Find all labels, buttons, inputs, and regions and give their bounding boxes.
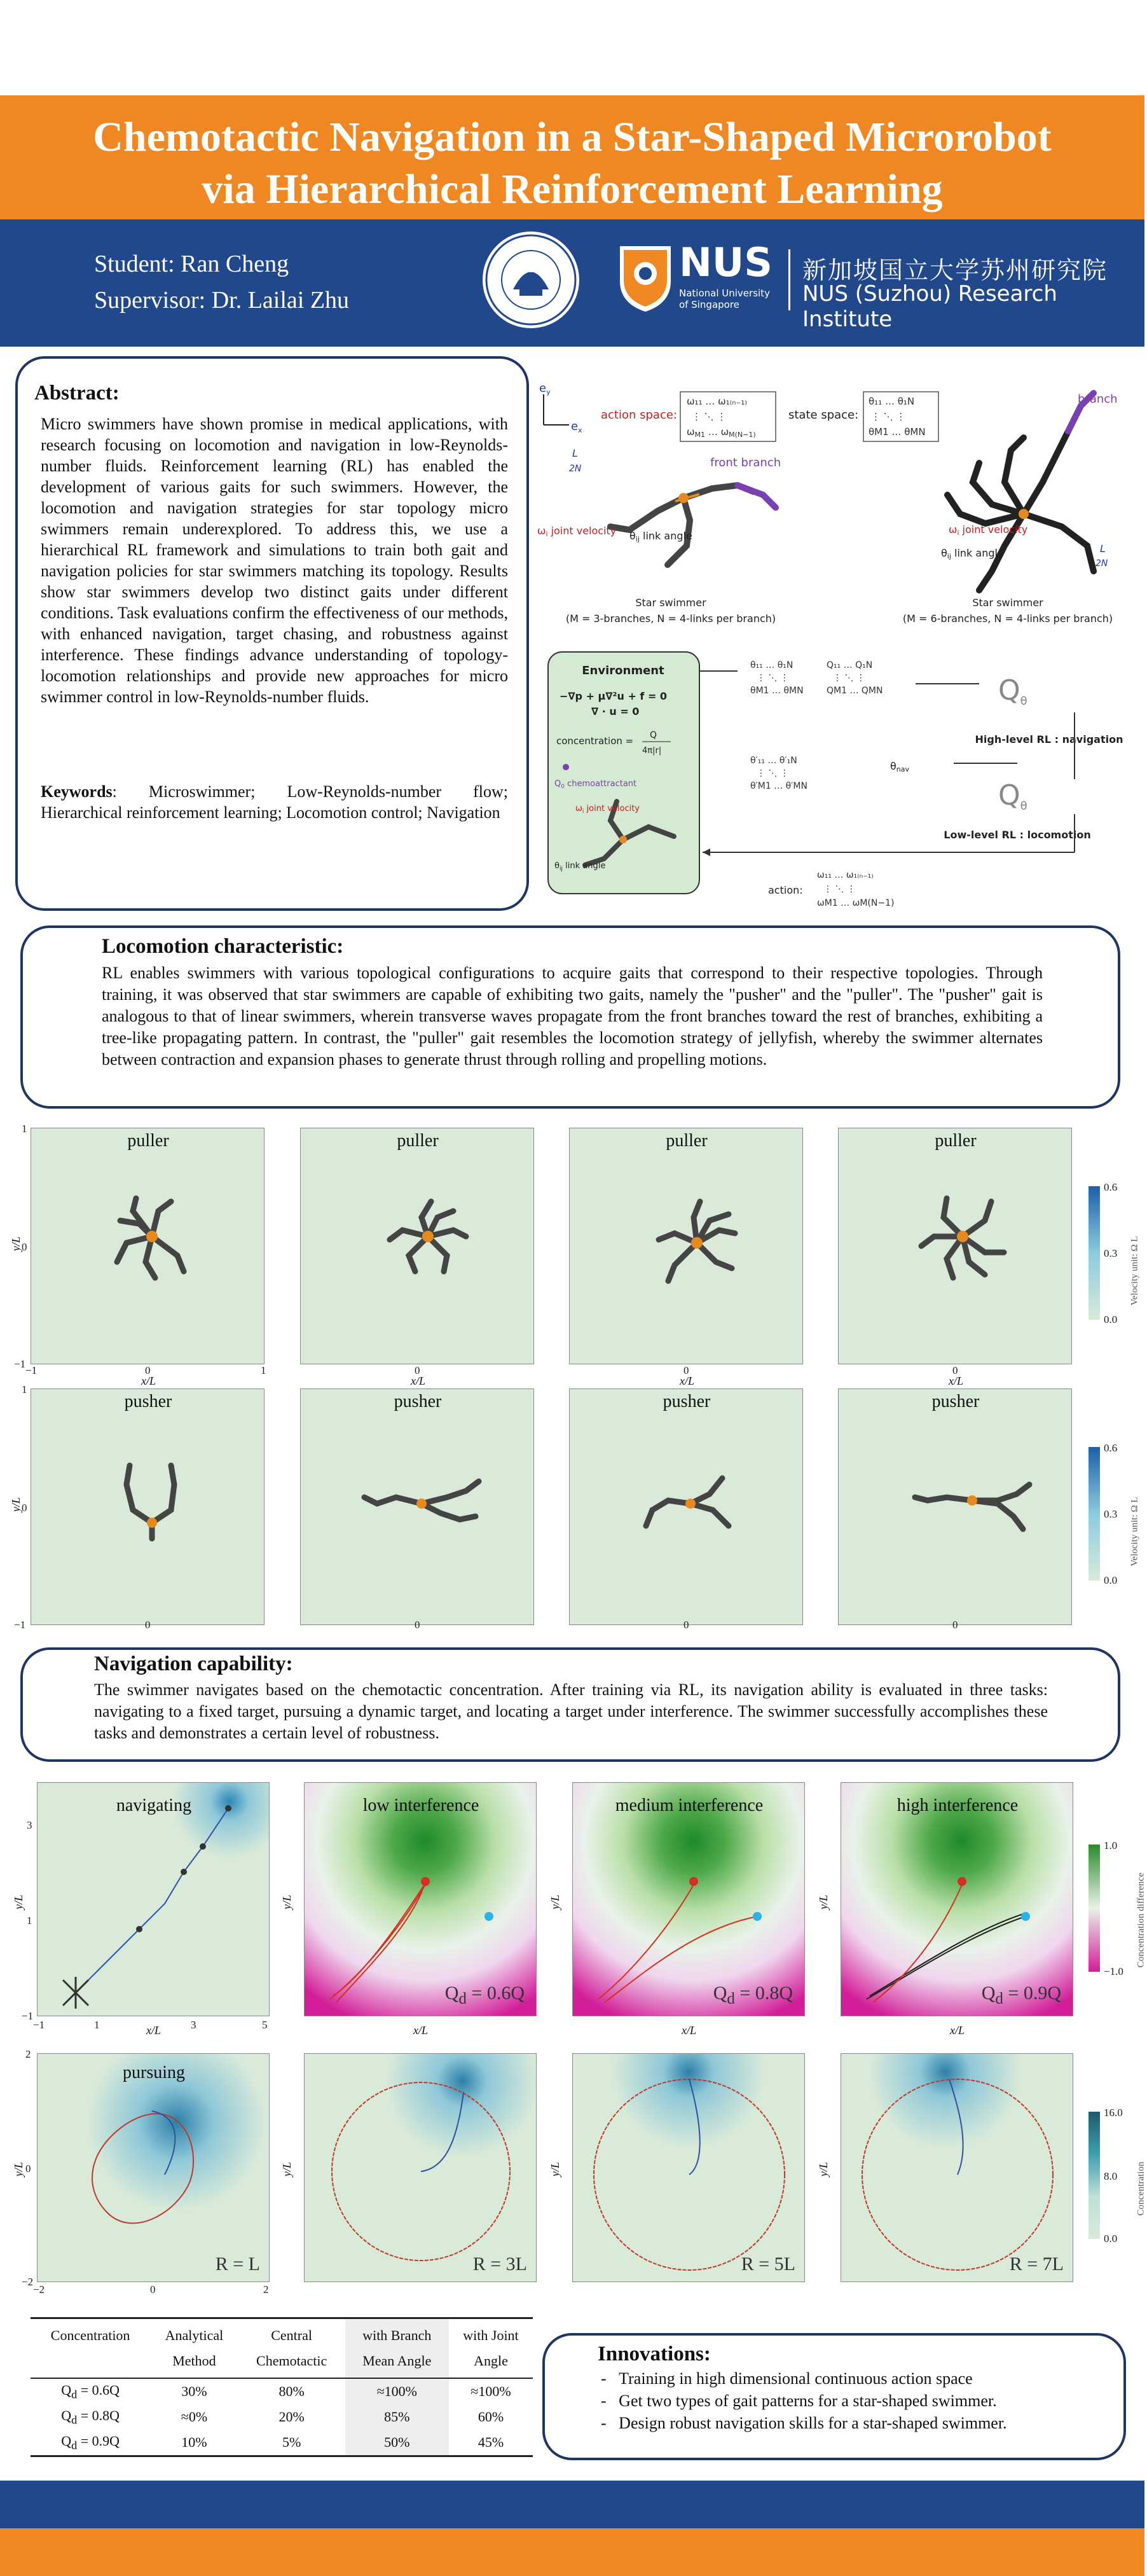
high-level-q-network: Qθ	[998, 674, 1027, 708]
colorbar-tick: 0.0	[1104, 2233, 1118, 2245]
gait-panel-pusher-2	[300, 1388, 534, 1625]
gait-panel-puller-2	[300, 1128, 534, 1364]
env-link-angle-label: $\theta_{ij}$ link angle	[554, 861, 606, 872]
y-tick: 0	[25, 2163, 31, 2175]
x-tick: 0	[952, 1619, 958, 1631]
gait-panel-puller-4	[838, 1128, 1072, 1364]
y-tick: 0	[22, 1502, 27, 1514]
low-level-q-network: Qθ	[998, 779, 1027, 813]
link-length-label-right: L	[1100, 543, 1106, 555]
table-header-row	[31, 2318, 533, 2349]
x-tick: 0	[150, 2283, 156, 2296]
nus-subtitle-line-2: of Singapore	[679, 299, 739, 310]
nav-panel-medium-interference	[572, 1782, 805, 2016]
gait-panel-pusher-3	[569, 1388, 803, 1625]
panel-title: pusher	[124, 1392, 172, 1411]
svg-text:Q: Q	[650, 730, 657, 740]
panel-title: puller	[935, 1131, 977, 1151]
svg-text:QM1 … QMN: QM1 … QMN	[827, 686, 883, 696]
colorbar-label: Velocity unit: Ω L	[1129, 1497, 1140, 1567]
y-axis-label: y/L	[549, 1894, 562, 1910]
trajectory-figure	[38, 2054, 270, 2283]
radius-label: R = 3L	[472, 2254, 527, 2275]
x-tick: 2	[263, 2283, 269, 2296]
action-label: action:	[768, 884, 803, 896]
supervisor-name: Supervisor: Dr. Lailai Zhu	[94, 287, 350, 314]
trajectory-figure	[573, 1783, 806, 2017]
y-tick: −1	[22, 2010, 34, 2022]
x-axis-label: x/L	[682, 2024, 697, 2037]
keywords-label: Keywords	[41, 782, 113, 801]
low-level-label: Low-level RL : locomotion	[944, 829, 1091, 841]
svg-text:⋮ ⋱ ⋮: ⋮ ⋱ ⋮	[823, 884, 856, 894]
results-table	[31, 2317, 533, 2457]
concentration-colorbar	[1089, 2112, 1100, 2239]
svg-text:θM1 … θMN: θM1 … θMN	[869, 426, 926, 438]
theta-nav-label: θnav	[890, 760, 910, 773]
environment-box	[548, 652, 699, 894]
colorbar-tick: 1.0	[1104, 1839, 1118, 1852]
svg-text:ω₁₁ … ω₁₍ₙ₋₁₎: ω₁₁ … ω₁₍ₙ₋₁₎	[687, 396, 747, 407]
poster-title	[0, 111, 1144, 216]
table-cell: ≈0%	[181, 2409, 208, 2425]
joint-velocity-label-left: ωi joint velocity	[537, 525, 617, 538]
locomotion-title: Locomotion characteristic:	[102, 935, 344, 958]
x-tick: 0	[145, 1619, 151, 1631]
joint-velocity-label-right: ωi joint velocity	[949, 523, 1028, 537]
gait-panel-pusher-4	[838, 1388, 1072, 1625]
svg-text:⋮ ⋱ ⋮: ⋮ ⋱ ⋮	[757, 768, 789, 779]
table-cell: 50%	[345, 2430, 449, 2456]
panel-title: puller	[397, 1131, 439, 1151]
swimmer-figure	[358, 1472, 485, 1535]
y-axis-label: y/L	[817, 1894, 830, 1910]
colorbar-tick: 0.0	[1104, 1574, 1118, 1586]
table-header: Mean Angle	[345, 2348, 449, 2378]
navigation-text: The swimmer navigates based on the chemotactic concentration. After training via RL, its navigation ability is evaluated in three tasks: navigating to a fixed target, pursuing a dynamic target, and locating a target under interference. The swimmer successfully accomplishes these tasks and demonstrates a certain level of robustness.	[94, 1680, 1048, 1742]
caption-left: (M = 3-branches, N = 4-links per branch)	[565, 613, 776, 625]
panel-title: pusher	[394, 1392, 442, 1411]
table-header: with Joint	[449, 2318, 533, 2349]
title-line-2: via Hierarchical Reinforcement Learning	[202, 166, 943, 212]
colorbar-tick: 0.6	[1104, 1442, 1118, 1454]
x-tick: 0	[415, 1364, 420, 1376]
x-tick: 1	[94, 2019, 100, 2031]
svg-text:⋮ ⋱ ⋮: ⋮ ⋱ ⋮	[692, 411, 727, 422]
footer-band-blue	[0, 2481, 1144, 2528]
link-angle-label-right: θij link angle	[941, 547, 1004, 560]
colorbar-tick: 0.0	[1104, 1313, 1118, 1326]
innovation-item: - Get two types of gait patterns for a star-shaped swimmer.	[601, 2392, 997, 2410]
y-axis-label: y/L	[817, 2161, 830, 2177]
swimmer-figure	[114, 1459, 190, 1542]
svg-text:Q₁₁ … Q₁N: Q₁₁ … Q₁N	[827, 660, 873, 670]
table-cell: 45%	[449, 2430, 533, 2456]
nus-suzhou-english-name: NUS (Suzhou) Research Institute	[802, 281, 1057, 332]
svg-text:2N: 2N	[569, 464, 582, 474]
colorbar-tick: −1.0	[1104, 1965, 1123, 1977]
star-swimmer-6-branch	[947, 393, 1094, 590]
y-tick: 3	[27, 1819, 32, 1831]
table-cell: 10%	[150, 2430, 238, 2456]
bjtu-seal-logo	[480, 229, 582, 331]
table-row	[31, 2430, 533, 2456]
swimmer-figure	[649, 1195, 745, 1291]
nav-panel-navigating	[37, 1782, 270, 2016]
x-tick: 1	[261, 1364, 266, 1376]
star-swimmer-label-right: Star swimmer	[972, 597, 1043, 609]
qd-label: $Q_d = 0.6Q$	[444, 1983, 525, 2007]
x-axis-label: x/L	[950, 2024, 965, 2037]
svg-text:4π|r|: 4π|r|	[642, 746, 662, 756]
x-tick: 0	[683, 1619, 689, 1631]
y-axis-label: y/L	[549, 2161, 562, 2177]
y-tick: 1	[22, 1383, 27, 1395]
continuity-eq: ∇ · u = 0	[591, 705, 640, 717]
table-header-row	[31, 2348, 533, 2378]
hierarchical-rl-diagram	[547, 649, 1125, 922]
y-axis-label: y/L	[12, 1894, 25, 1910]
trajectory-figure	[38, 1783, 270, 2017]
swimmer-figure	[915, 1189, 1010, 1284]
table-cell-label: $Q_d = 0.6Q$	[61, 2381, 120, 2401]
trajectory-figure	[305, 2054, 537, 2283]
x-tick: 5	[262, 2019, 268, 2031]
swimmer-figure	[383, 1192, 472, 1281]
svg-text:ωM1 … ωM(N−1): $\omega_{M1}$ … $\omega_{M(N-1)}$	[687, 426, 756, 439]
x-tick: 0	[145, 1364, 151, 1376]
navigation-panels	[0, 1775, 1144, 2296]
colorbar-tick: 0.6	[1104, 1181, 1118, 1193]
velocity-colorbar-2	[1089, 1447, 1100, 1581]
nav-panel-pursuing-r5	[572, 2053, 805, 2282]
nus-subtitle	[679, 287, 770, 310]
x-axis-label: x/L	[146, 2024, 161, 2037]
table-row	[31, 2378, 533, 2404]
nus-subtitle-line-1: National University	[679, 287, 770, 299]
radius-label: R = 5L	[741, 2254, 795, 2275]
concentration-difference-colorbar	[1089, 1845, 1100, 1972]
svg-text:ω₁₁ … ω₁₍ₙ₋₁₎: ω₁₁ … ω₁₍ₙ₋₁₎	[817, 870, 874, 880]
link-angle-label-left: θij link angle	[629, 530, 692, 543]
gait-panels	[0, 1123, 1144, 1631]
colorbar-label: Concentration	[1136, 2161, 1146, 2216]
table-cell: ≈100%	[345, 2378, 449, 2404]
y-axis-label: y/L	[10, 1497, 23, 1513]
y-axis-label: y/L	[280, 2161, 294, 2177]
high-level-label: High-level RL : navigation	[975, 733, 1123, 745]
svg-text:θM1 … θMN: θM1 … θMN	[750, 686, 804, 696]
y-tick: −1	[14, 1358, 26, 1370]
panel-title: pursuing	[123, 2063, 185, 2082]
trajectory-figure	[841, 1783, 1074, 2017]
panel-title: navigating	[116, 1796, 192, 1815]
panel-title: pusher	[663, 1392, 711, 1411]
panel-title: low interference	[362, 1796, 479, 1815]
nav-panel-high-interference	[841, 1782, 1073, 2016]
y-tick: 1	[27, 1915, 32, 1927]
star-swimmer-diagram	[534, 368, 1125, 641]
table-header: Analytical	[150, 2318, 238, 2349]
table-cell: 85%	[345, 2404, 449, 2430]
x-axis-label: x/L	[413, 2024, 429, 2037]
table-cell: 5%	[238, 2430, 345, 2456]
innovation-item: - Design robust navigation skills for a star-shaped swimmer.	[601, 2414, 1007, 2432]
locomotion-text: RL enables swimmers with various topological configurations to acquire gaits that correspond to their respective topologies. Through training, it was observed that star swimmers are capable of exhibiting two gaits, namely the "pusher" and the "puller". The "pusher" gait is analogous to that of linear swimmers, wherein transverse waves propagate from the front branches toward the rest of branches, exhibiting a tree-like propagating pattern. In contrast, the "puller" gait resembles the locomotion strategy of jellyfish, whereby the swimmer alternates between contraction and expansion phases to generate thrust through rolling and propelling motions.	[102, 964, 1043, 1069]
velocity-colorbar-1	[1089, 1186, 1100, 1320]
x-tick: −2	[33, 2283, 45, 2296]
navigation-title: Navigation capability:	[94, 1652, 293, 1675]
gait-panel-puller-1	[31, 1128, 264, 1364]
table-cell-label: $Q_d = 0.9Q$	[31, 2430, 150, 2456]
caption-right: (M = 6-branches, N = 4-links per branch)	[902, 613, 1113, 625]
ey-label: $e_y$	[539, 382, 551, 396]
panel-title: medium interference	[615, 1796, 764, 1815]
abstract-title: Abstract:	[34, 382, 120, 405]
colorbar-tick: 0.3	[1104, 1508, 1118, 1520]
svg-text:2N: 2N	[1095, 558, 1108, 569]
innovation-item: - Training in high dimensional continuous action space	[601, 2369, 973, 2388]
panel-title: pusher	[931, 1392, 980, 1411]
panel-title: high interference	[896, 1796, 1019, 1815]
keywords	[41, 781, 508, 823]
panel-title: puller	[127, 1131, 169, 1151]
gait-panel-puller-3	[569, 1128, 803, 1364]
y-axis-label: y/L	[280, 1894, 294, 1910]
table-header: Central	[238, 2318, 345, 2349]
svg-text:⋮ ⋱ ⋮: ⋮ ⋱ ⋮	[833, 673, 865, 683]
nav-panel-low-interference	[304, 1782, 537, 2016]
table-row	[31, 2404, 533, 2430]
x-tick: 0	[683, 1364, 689, 1376]
y-tick: 2	[25, 2048, 31, 2060]
stokes-eq: −∇p + μ∇²u + f = 0	[560, 690, 668, 702]
colorbar-tick: 0.3	[1104, 1247, 1118, 1259]
x-tick: −1	[25, 1364, 38, 1376]
abstract-text: Micro swimmers have shown promise in medical applications, with research focusing on locomotion and navigation in low-Reynolds-number fluids. Reinforcement learning (RL) has enabled the development of various gaits for such swimmers. However, the locomotion and navigation strategies for star topology micro swimmers remain underexplored. To address this, we use a hierarchical RL framework and simulations to train both gait and navigation policies for star swimmers matching its topology. Results show star swimmers develop two distinct gaits under different conditions. Task evaluations confirm the effectiveness of our methods, with enhanced navigation, target chasing, and robustness against interference. These findings advance understanding of topology-locomotion relationships and provide new approaches for micro swimmer control in low-Reynolds-number fluids.	[41, 415, 508, 706]
svg-text:θ₁₁ … θ₁N: θ₁₁ … θ₁N	[869, 396, 915, 407]
qd-label: $Q_d = 0.9Q$	[981, 1983, 1061, 2007]
svg-text:⋮ ⋱ ⋮: ⋮ ⋱ ⋮	[871, 411, 906, 422]
trajectory-figure	[305, 1783, 537, 2017]
svg-text:θ₁₁ … θ₁N: θ₁₁ … θ₁N	[750, 660, 793, 670]
qd-label: $Q_d = 0.8Q$	[713, 1983, 793, 2007]
concentration-eq: concentration =	[556, 735, 634, 747]
y-axis-label: y/L	[10, 1236, 23, 1252]
table-cell: 60%	[477, 2409, 504, 2425]
x-tick: 3	[191, 2019, 196, 2031]
gait-panel-pusher-1	[31, 1388, 264, 1625]
radius-label: R = 7L	[1009, 2254, 1064, 2275]
table-header: Concentration	[31, 2318, 150, 2349]
nus-crest-icon	[614, 243, 677, 313]
student-name: Student: Ran Cheng	[94, 251, 289, 277]
keywords-text: : Microswimmer; Low-Reynolds-number flow; Hierarchical reinforcement learning; Locomotion control; Navigation	[41, 782, 508, 822]
x-axis-label: x/L	[949, 1375, 964, 1387]
table-cell: ≈100%	[470, 2383, 511, 2399]
action-space-label: action space:	[601, 408, 677, 422]
colorbar-tick: 8.0	[1104, 2170, 1118, 2182]
env-joint-velocity-label: $\omega_i$ joint velocity	[575, 804, 640, 815]
table-cell: 30%	[181, 2383, 207, 2399]
x-axis-label: x/L	[411, 1375, 426, 1387]
svg-text:θ′₁₁ … θ′₁N: θ′₁₁ … θ′₁N	[750, 756, 797, 766]
y-tick: 1	[22, 1123, 27, 1135]
y-tick: 0	[22, 1241, 27, 1253]
ex-label: $e_x$	[571, 420, 582, 434]
colorbar-tick: 16.0	[1104, 2107, 1123, 2119]
x-tick: −1	[33, 2019, 45, 2031]
y-axis-label: y/L	[12, 2161, 25, 2177]
nus-suzhou-chinese-name: 新加坡国立大学苏州研究院	[802, 256, 1108, 284]
innovations-title: Innovations:	[598, 2343, 711, 2365]
table-header: Chemotactic	[238, 2348, 345, 2378]
swimmer-figure	[107, 1192, 196, 1281]
front-branch-label: front branch	[710, 456, 781, 469]
table-header: Method	[150, 2348, 238, 2378]
title-line-1: Chemotactic Navigation in a Star-Shaped Microrobot	[93, 114, 1052, 160]
environment-title: Environment	[582, 664, 664, 677]
q0-chemoattractant-label: $Q_0$ chemoattractant	[554, 779, 637, 790]
branch-label: branch	[1078, 392, 1118, 406]
trajectory-figure	[841, 2054, 1074, 2283]
nus-wordmark: NUS	[679, 239, 773, 286]
nav-panel-pursuing-r1	[37, 2053, 270, 2282]
logo-divider	[788, 249, 790, 310]
svg-text:θ′M1 … θ′MN: θ′M1 … θ′MN	[750, 781, 807, 791]
svg-text:ωM1 … ωM(N−1): ωM1 … ωM(N−1)	[817, 898, 895, 908]
panel-title: puller	[666, 1131, 708, 1151]
x-axis-label: x/L	[680, 1375, 695, 1387]
table-cell: 20%	[278, 2409, 305, 2425]
radius-label: R = L	[215, 2254, 260, 2275]
table-header: with Branch	[345, 2318, 449, 2349]
swimmer-figure	[909, 1465, 1036, 1535]
table-header: Angle	[449, 2348, 533, 2378]
y-tick: −1	[14, 1619, 26, 1631]
colorbar-label: Concentration difference	[1136, 1873, 1146, 1968]
x-axis-label: x/L	[141, 1375, 156, 1387]
link-length-label-left: L	[572, 447, 578, 459]
state-space-label: state space:	[788, 408, 859, 422]
x-tick: 0	[952, 1364, 958, 1376]
star-swimmer-3-branch	[610, 485, 776, 565]
table-cell-label: $Q_d = 0.8Q$	[61, 2407, 120, 2427]
x-tick: 0	[415, 1619, 420, 1631]
star-swimmer-label-left: Star swimmer	[635, 597, 706, 609]
colorbar-label: Velocity unit: Ω L	[1129, 1236, 1140, 1306]
trajectory-figure	[573, 2054, 806, 2283]
nav-panel-pursuing-r7	[841, 2053, 1073, 2282]
table-header	[31, 2348, 150, 2378]
nav-panel-pursuing-r3	[304, 2053, 537, 2282]
svg-text:⋮ ⋱ ⋮: ⋮ ⋱ ⋮	[757, 673, 789, 683]
table-cell: 80%	[278, 2383, 305, 2399]
y-tick: −2	[22, 2276, 34, 2288]
swimmer-figure	[640, 1465, 748, 1535]
